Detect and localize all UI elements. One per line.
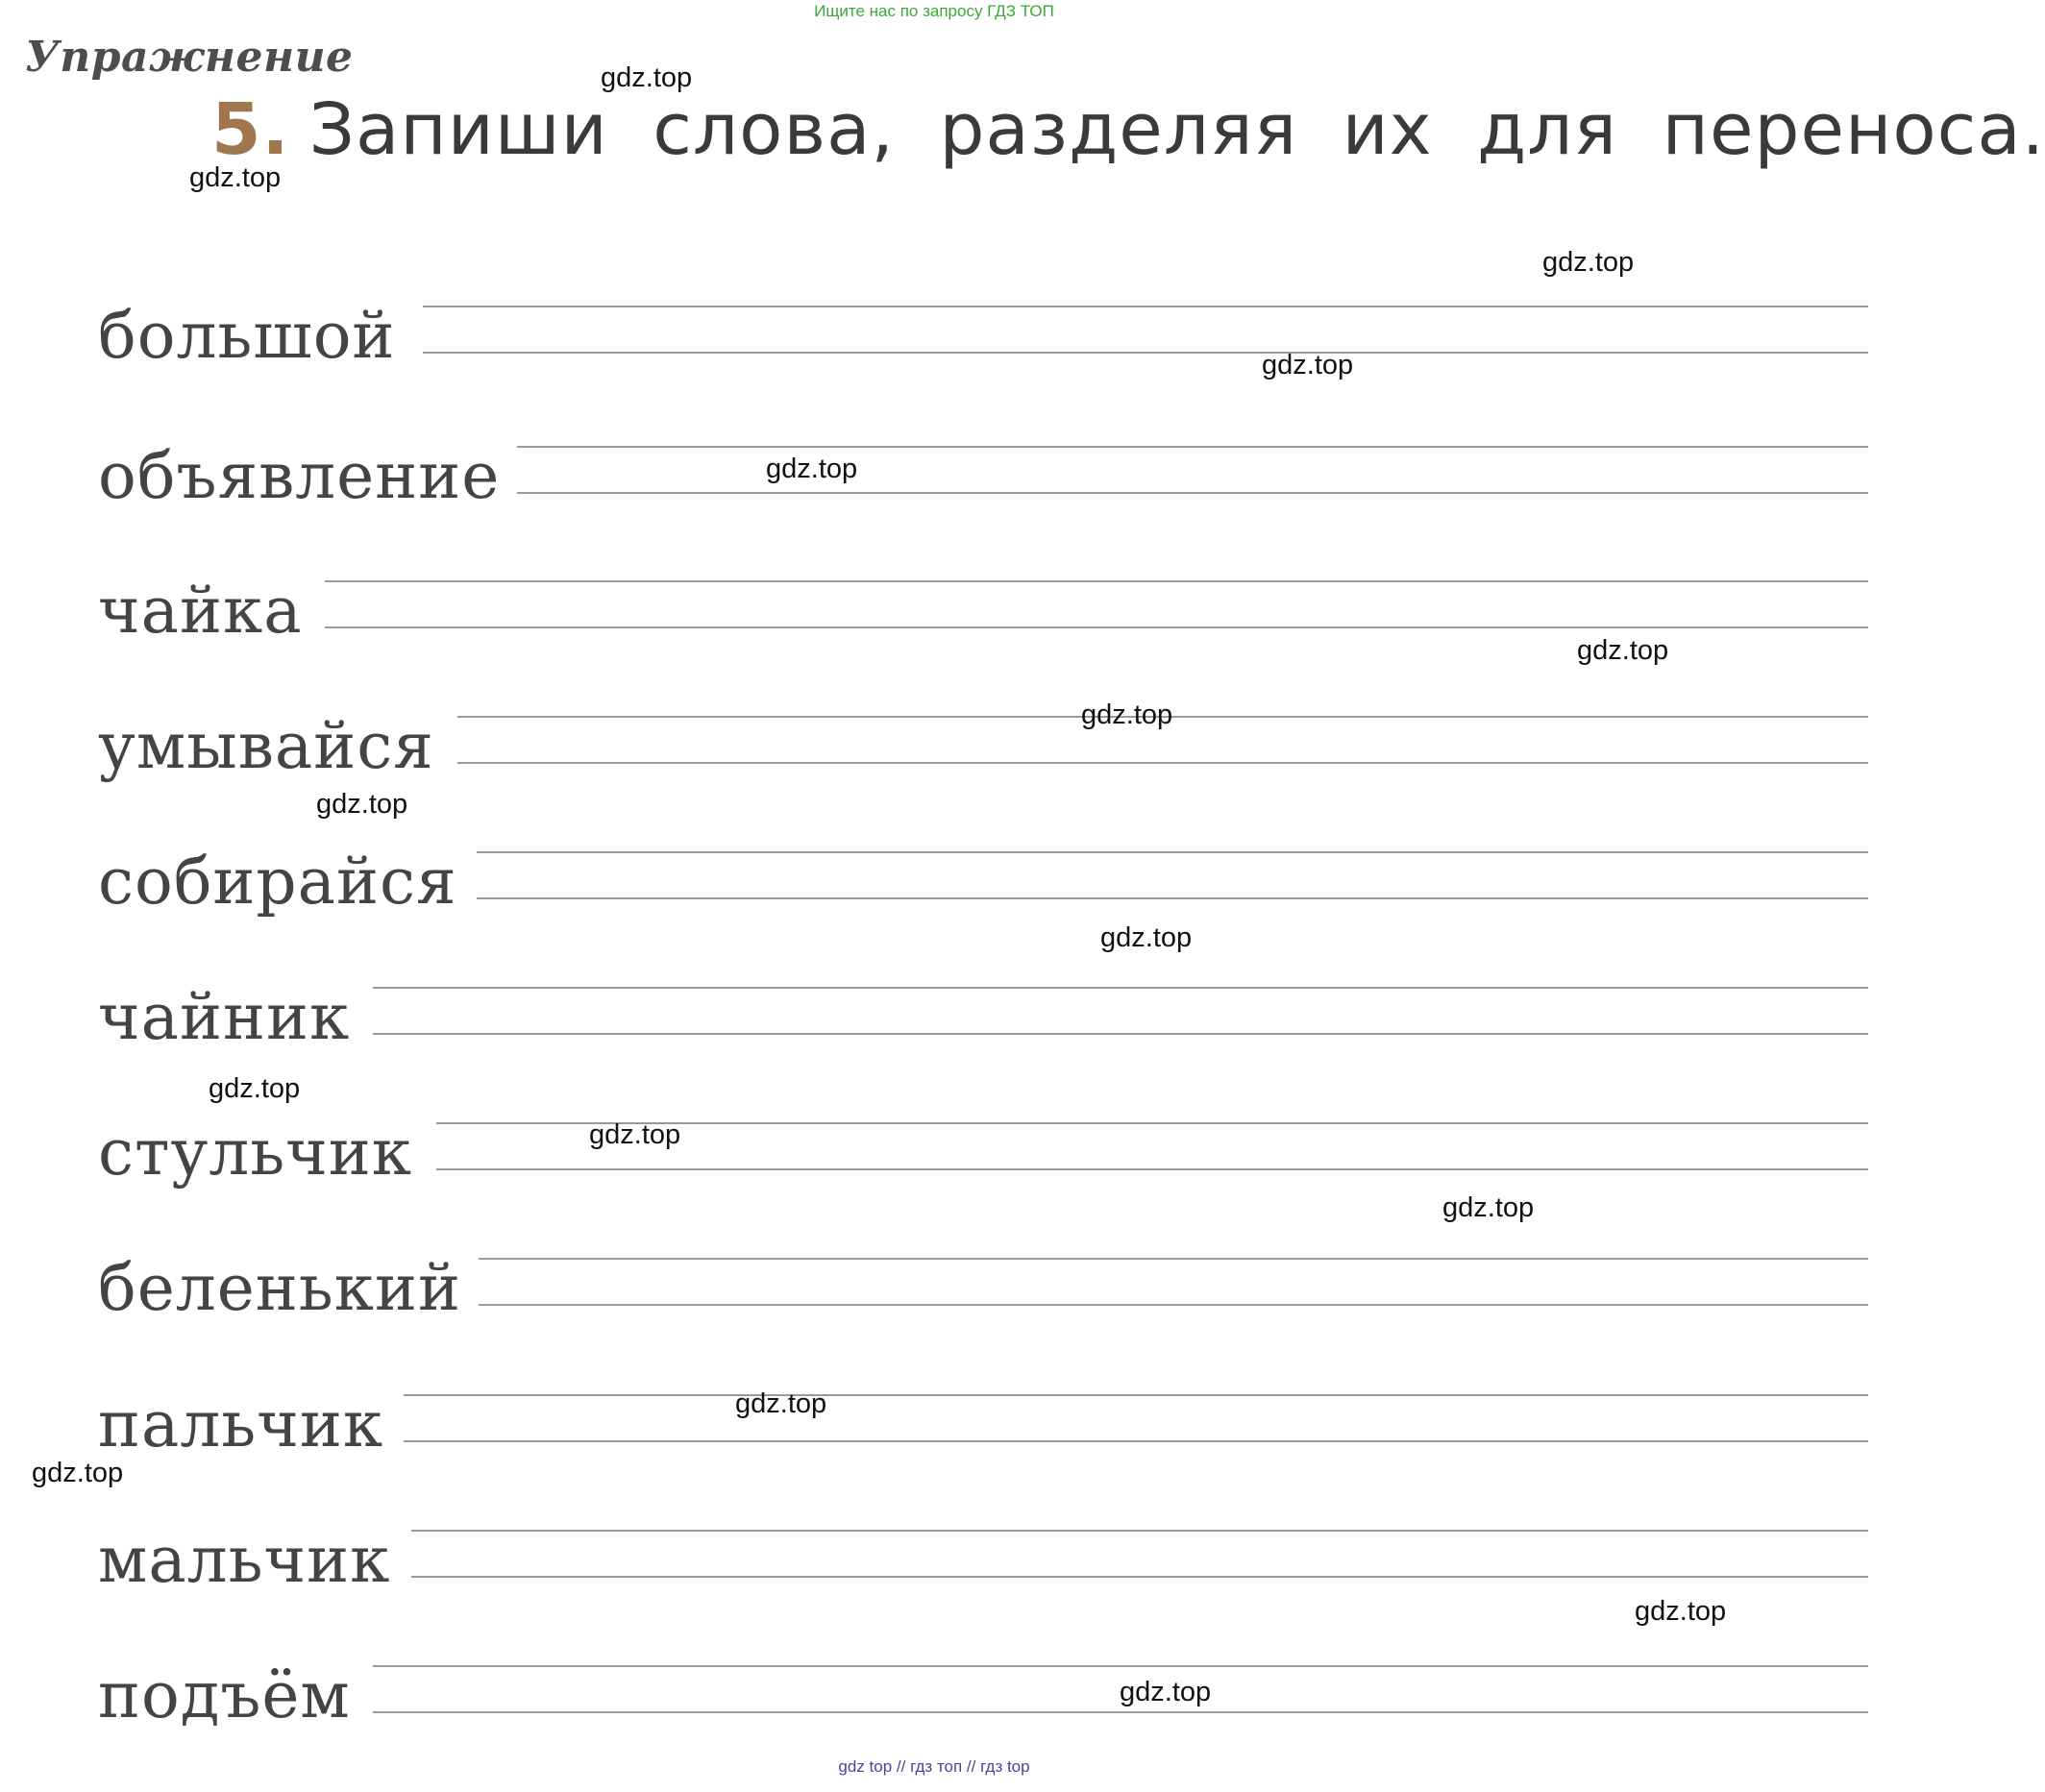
word-label: пальчик <box>98 1387 384 1461</box>
top-banner[interactable]: Ищите нас по запросу ГДЗ ТОП <box>814 2 1054 20</box>
watermark: gdz.top <box>589 1119 681 1150</box>
watermark: gdz.top <box>316 789 408 820</box>
watermark: gdz.top <box>1262 350 1354 380</box>
word-label: беленький <box>98 1251 461 1325</box>
word-label: мальчик <box>98 1523 391 1597</box>
word-row <box>0 1522 1868 1657</box>
watermark: gdz.top <box>601 62 693 93</box>
word-label: чайка <box>98 574 303 648</box>
watermark: gdz.top <box>735 1388 827 1419</box>
writing-line-lower[interactable] <box>411 1576 1868 1578</box>
word-row <box>0 438 1868 573</box>
word-row <box>0 708 1868 843</box>
word-label: объявление <box>98 439 501 513</box>
writing-line-upper[interactable] <box>373 1665 1868 1667</box>
watermark: gdz.top <box>1542 247 1635 278</box>
writing-line-lower[interactable] <box>517 492 1868 494</box>
watermark: gdz.top <box>1100 922 1193 953</box>
word-row <box>0 1115 1868 1249</box>
writing-line-upper[interactable] <box>479 1258 1868 1260</box>
word-label: стульчик <box>98 1116 413 1190</box>
writing-line-lower[interactable] <box>404 1440 1868 1442</box>
word-label: большой <box>98 299 396 373</box>
word-row <box>0 844 1868 978</box>
writing-line-upper[interactable] <box>477 851 1868 853</box>
watermark: gdz.top <box>766 454 858 484</box>
watermark: gdz.top <box>1120 1677 1212 1707</box>
watermark: gdz.top <box>1635 1596 1727 1627</box>
watermark: gdz.top <box>209 1073 301 1104</box>
writing-line-lower[interactable] <box>325 626 1868 628</box>
section-label: Упражнение <box>25 33 354 82</box>
writing-line-lower[interactable] <box>423 352 1868 354</box>
watermark: gdz.top <box>1081 700 1173 730</box>
task-instruction: Запиши слова, разделяя их для переноса. <box>308 88 2045 171</box>
writing-line-lower[interactable] <box>477 897 1868 899</box>
task-heading <box>211 88 2045 171</box>
word-row <box>0 1250 1868 1385</box>
writing-line-upper[interactable] <box>325 580 1868 582</box>
word-label: собирайся <box>98 845 457 919</box>
word-label: подъём <box>98 1658 351 1732</box>
watermark: gdz.top <box>1442 1192 1535 1223</box>
word-row <box>0 298 1868 432</box>
writing-line-lower[interactable] <box>373 1033 1868 1035</box>
watermark: gdz.top <box>1577 635 1669 666</box>
word-label: чайник <box>98 980 351 1054</box>
writing-line-upper[interactable] <box>404 1394 1868 1396</box>
word-label: умывайся <box>98 709 434 783</box>
task-number: 5. <box>211 88 290 171</box>
watermark: gdz.top <box>32 1458 124 1488</box>
watermark: gdz.top <box>189 162 282 193</box>
footer-watermark[interactable]: gdz top // гдз топ // гдз top <box>838 1757 1030 1776</box>
writing-line-lower[interactable] <box>479 1304 1868 1306</box>
writing-line-upper[interactable] <box>423 306 1868 307</box>
word-row <box>0 1387 1868 1521</box>
writing-line-upper[interactable] <box>373 987 1868 989</box>
writing-line-lower[interactable] <box>373 1711 1868 1713</box>
writing-line-lower[interactable] <box>457 762 1868 764</box>
writing-line-lower[interactable] <box>436 1168 1868 1170</box>
writing-line-upper[interactable] <box>411 1530 1868 1532</box>
writing-line-upper[interactable] <box>517 446 1868 448</box>
